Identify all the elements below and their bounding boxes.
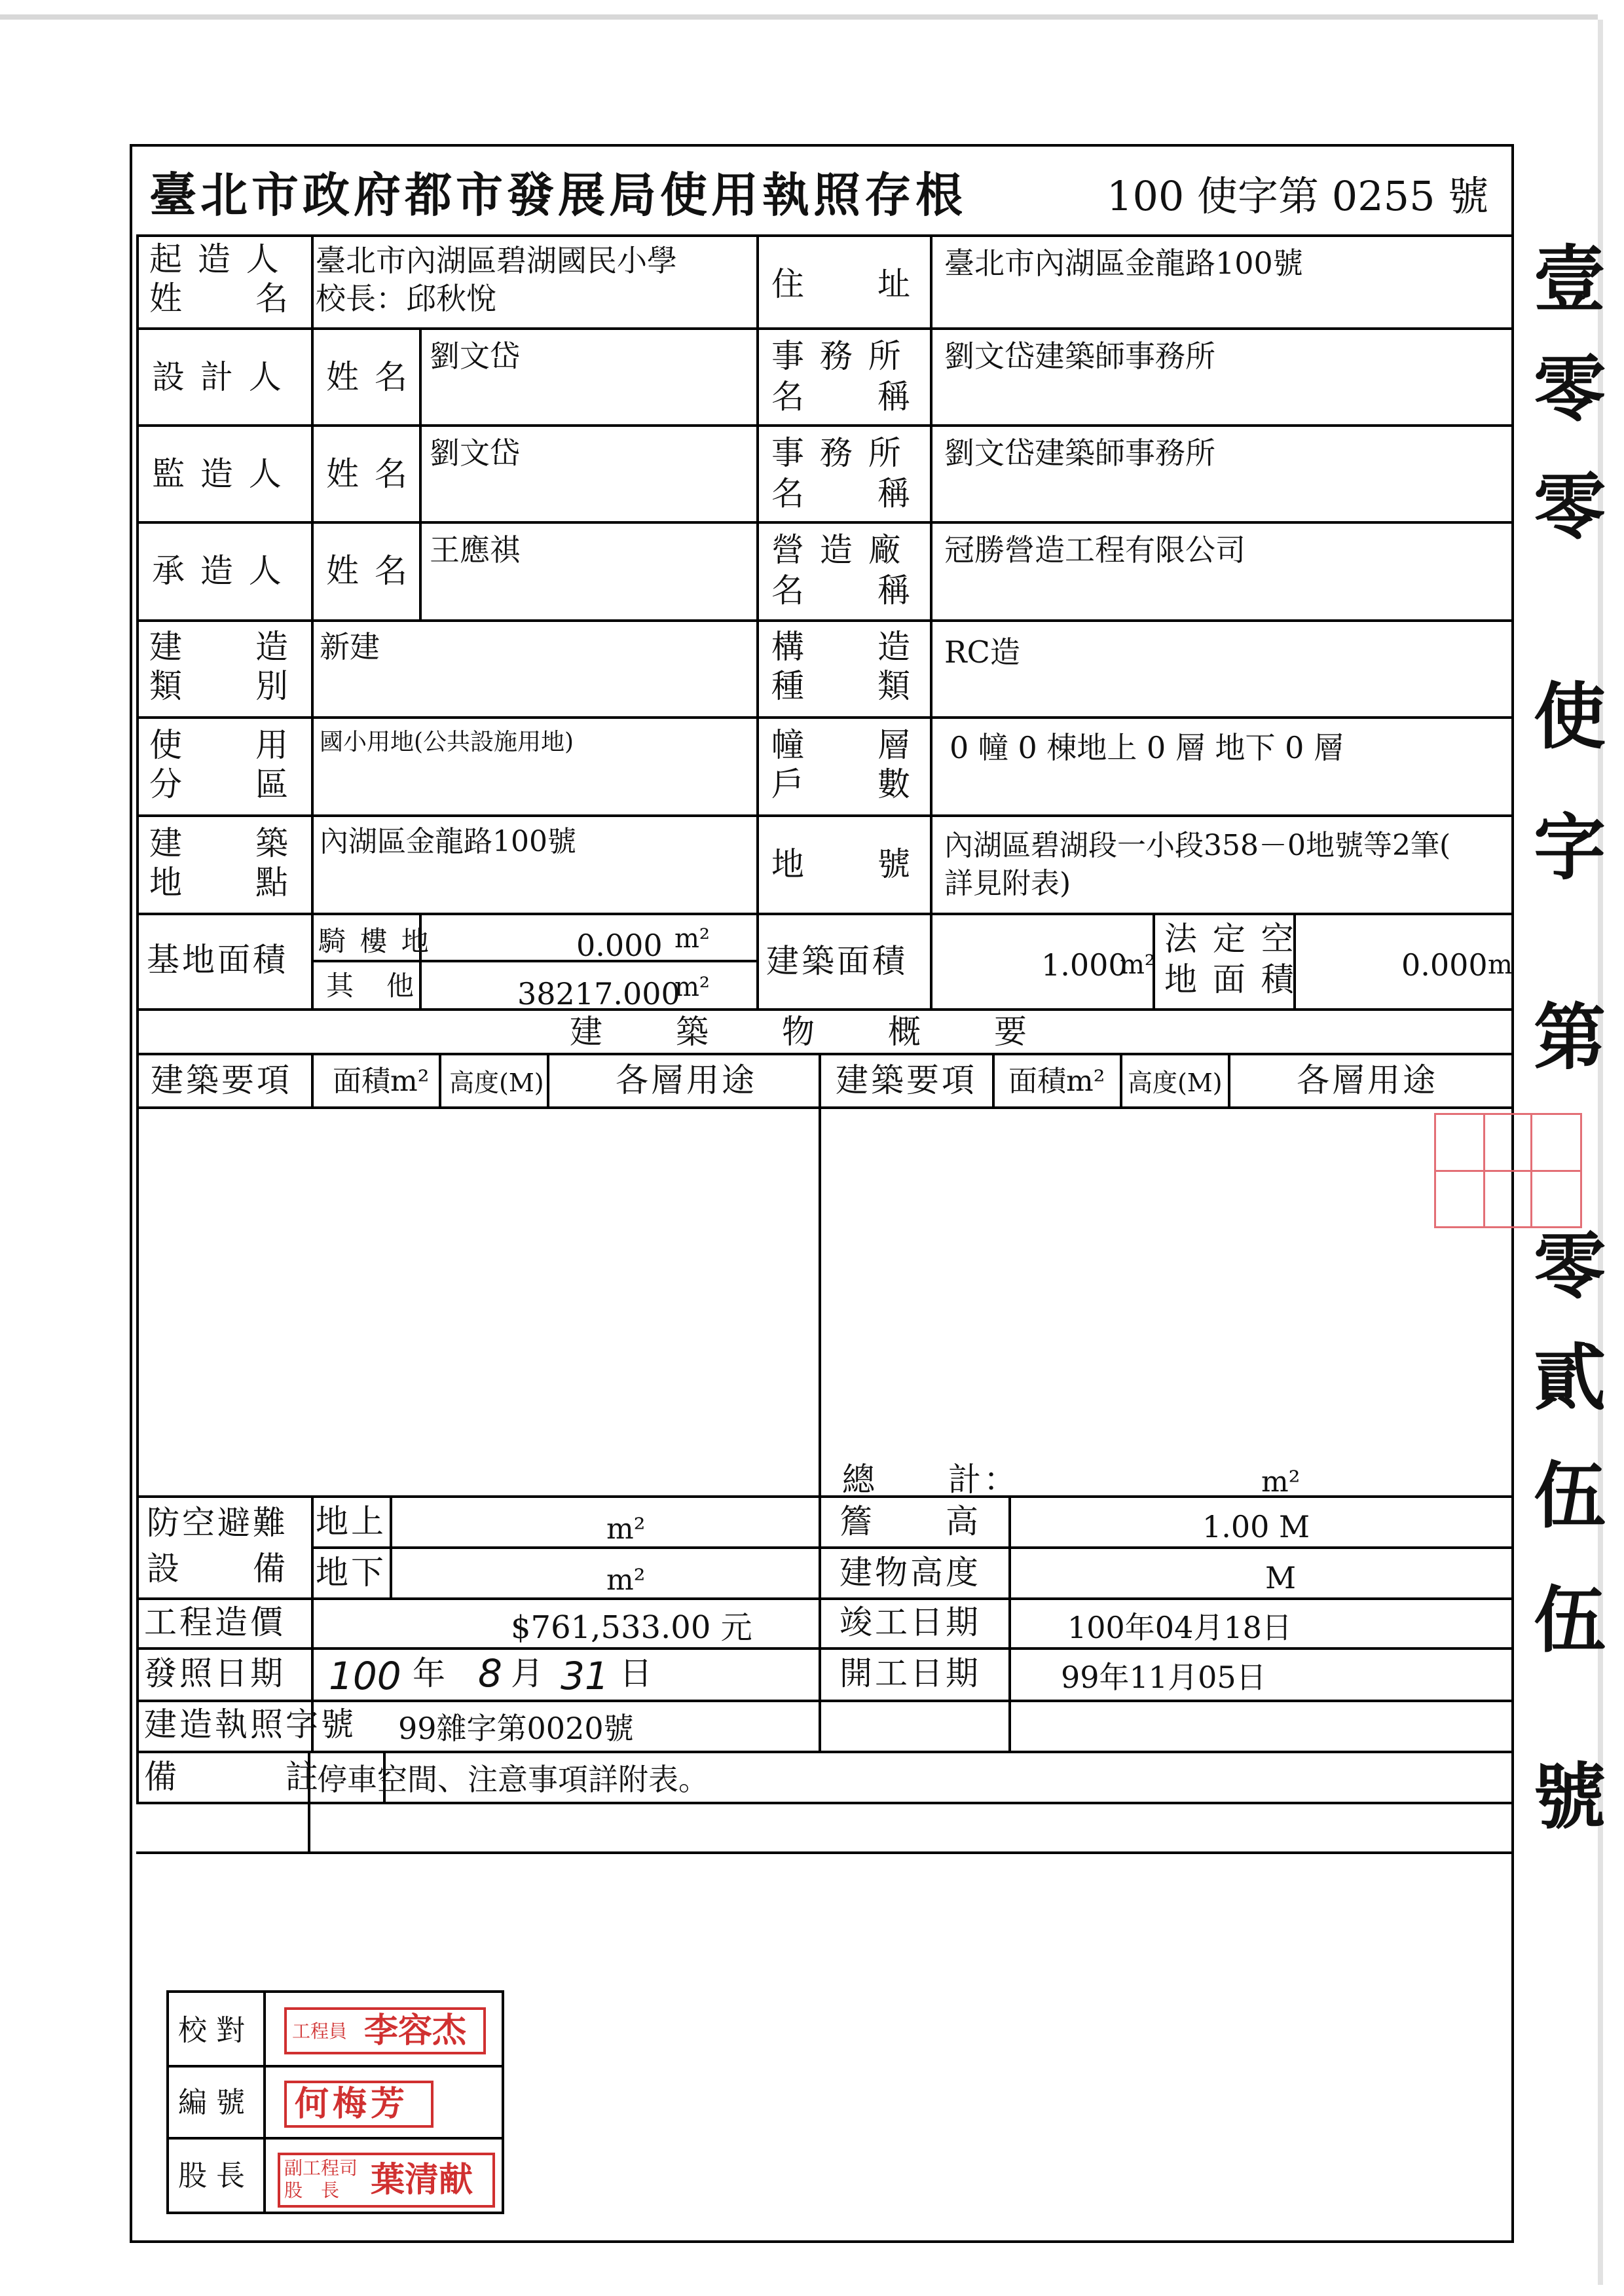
designer-label: 設 計 人 [152, 358, 284, 396]
zoning-label: 使 用 [149, 726, 291, 764]
shelter-above-unit: m² [606, 1512, 646, 1546]
contractor-name: 王應祺 [430, 532, 520, 568]
form-title: 臺北市政府都市發展局使用執照存根 [149, 167, 967, 223]
contractor-firm: 冠勝營造工程有限公司 [944, 532, 1246, 568]
supervisor-label: 監 造 人 [152, 455, 284, 493]
col-use-right: 各層用途 [1297, 1061, 1438, 1099]
location-value: 內湖區金龍路100號 [320, 825, 576, 858]
build-type-label2: 類 別 [149, 667, 291, 705]
supervisor-name-label: 姓 名 [326, 455, 410, 493]
completion-label: 竣工日期 [840, 1603, 981, 1641]
supervisor-name: 劉文岱 [430, 435, 520, 471]
open-area-label2: 地 面 積 [1164, 960, 1297, 998]
structure-type: RC造 [944, 634, 1020, 670]
building-area-unit: m² [1120, 950, 1155, 980]
frame-left [130, 144, 132, 2243]
shelter-above-label: 地上 [316, 1503, 386, 1540]
margin-char-3: 零 [1534, 465, 1606, 549]
check-stamp-name: 李容杰 [364, 2011, 467, 2050]
arcade-label: 騎 樓 地 [318, 925, 432, 957]
col-area-left: 面積m² [333, 1065, 430, 1098]
margin-char-5: 字 [1534, 805, 1606, 890]
issue-month: 8 [478, 1651, 502, 1696]
site-area-label: 基地面積 [147, 941, 288, 979]
building-area-label: 建築面積 [766, 942, 908, 980]
shelter-below-label: 地下 [316, 1554, 386, 1592]
cost-value: $761,533.00 元 [511, 1609, 752, 1646]
owner-name-label: 姓 名 [149, 280, 291, 318]
check-stamp-title: 工程員 [292, 2020, 348, 2042]
owner-address-label: 住 址 [771, 265, 913, 303]
issue-year-char: 年 [413, 1654, 445, 1692]
col-area-right: 面積m² [1008, 1065, 1105, 1098]
zoning-value: 國小用地(公共設施用地) [320, 729, 574, 756]
floors-label2: 戶 數 [771, 765, 913, 803]
build-permit-label: 建造執照字號 [144, 1705, 356, 1743]
margin-char-1: 壹 [1534, 237, 1606, 321]
designer-office-label: 事 務 所 [771, 337, 904, 375]
eaves-label: 簷 高 [840, 1503, 981, 1540]
check-stamp [284, 2007, 486, 2054]
building-area-value: 1.000 [1041, 947, 1128, 983]
building-height-unit: M [1265, 1560, 1297, 1595]
building-height-label: 建物高度 [840, 1554, 981, 1592]
other-label: 其 他 [326, 970, 417, 1002]
issue-date-label: 發照日期 [144, 1654, 286, 1692]
structure-label: 構 造 [771, 628, 913, 666]
col-height-left: 高度(M) [449, 1068, 544, 1097]
open-area-unit: m [1488, 950, 1513, 980]
remarks-label: 備 註 [144, 1758, 321, 1796]
issue-month-char: 月 [511, 1654, 544, 1692]
designer-office: 劉文岱建築師事務所 [944, 338, 1215, 374]
supervisor-office: 劉文岱建築師事務所 [944, 435, 1215, 471]
col-item-right: 建築要項 [836, 1061, 977, 1099]
floors-value: 0 幢 0 棟地上 0 層 地下 0 層 [950, 730, 1344, 765]
number-stamp [284, 2081, 434, 2128]
location-label2: 地 點 [149, 864, 291, 902]
number-label: 編 號 [178, 2086, 245, 2119]
start-label: 開工日期 [840, 1654, 981, 1692]
shelter-below-unit: m² [606, 1563, 646, 1597]
chief-stamp-name: 葉清献 [371, 2160, 473, 2200]
margin-char-9: 伍 [1534, 1453, 1606, 1538]
eaves-value: 1.00 M [1202, 1509, 1310, 1544]
contractor-firm-label: 營 造 廠 [771, 531, 904, 569]
frame-bottom [130, 2240, 1514, 2243]
shelter-label: 防空避難 [147, 1504, 288, 1542]
margin-char-4: 使 [1534, 674, 1606, 759]
issue-year: 100 [329, 1654, 401, 1698]
supervisor-office-label: 事 務 所 [771, 434, 904, 472]
lot-value-line1: 內湖區碧湖段一小段358－0地號等2筆( [944, 829, 1451, 862]
owner-label: 起 造 人 [149, 240, 282, 278]
open-area-label: 法 定 空 [1164, 920, 1297, 958]
chief-stamp-title2: 股 長 [284, 2179, 340, 2201]
permit-number: 100 使字第 0255 號 [1107, 172, 1489, 220]
start-date: 99年11月05日 [1061, 1660, 1266, 1695]
owner-principal: 校長：邱秋悅 [316, 281, 496, 316]
build-type: 新建 [320, 629, 380, 665]
designer-office-label2: 名 稱 [771, 378, 913, 416]
frame-top [130, 144, 1514, 147]
floors-label: 幢 層 [771, 726, 913, 764]
margin-char-6: 第 [1534, 995, 1606, 1080]
other-value: 38217.000 [517, 976, 680, 1011]
supervisor-office-label2: 名 稱 [771, 475, 913, 513]
col-item-left: 建築要項 [151, 1061, 292, 1099]
location-label: 建 築 [149, 824, 291, 862]
arcade-unit: m² [674, 924, 710, 954]
chief-stamp-title1: 副工程司 [284, 2157, 358, 2179]
lot-value-line2: 詳見附表) [944, 867, 1071, 900]
official-seal [1434, 1113, 1582, 1228]
designer-name-label: 姓 名 [326, 358, 410, 396]
margin-char-2: 零 [1534, 347, 1606, 431]
col-height-right: 高度(M) [1128, 1068, 1223, 1097]
contractor-name-label: 姓 名 [326, 552, 410, 590]
col-use-left: 各層用途 [616, 1061, 757, 1099]
chief-stamp [278, 2153, 495, 2208]
contractor-label: 承 造 人 [152, 552, 284, 590]
owner-address: 臺北市內湖區金龍路100號 [944, 246, 1303, 281]
arcade-value: 0.000 [576, 928, 663, 963]
chief-label: 股 長 [178, 2159, 245, 2193]
check-label: 校 對 [178, 2014, 245, 2047]
remarks-value: 停車空間、注意事項詳附表。 [317, 1762, 709, 1797]
contractor-firm-label2: 名 稱 [771, 572, 913, 610]
margin-char-8: 貳 [1534, 1336, 1606, 1420]
owner-name: 臺北市內湖區碧湖國民小學 [316, 243, 677, 278]
shelter-label2: 設 備 [147, 1550, 288, 1588]
margin-char-10: 伍 [1534, 1578, 1606, 1662]
cost-label: 工程造價 [144, 1603, 286, 1641]
issue-day-char: 日 [619, 1654, 652, 1692]
open-area-value: 0.000 [1401, 947, 1488, 983]
signoff-box [166, 1990, 504, 2214]
scan-edge [0, 14, 1598, 20]
lot-label: 地 號 [771, 845, 913, 883]
other-unit: m² [674, 972, 710, 1002]
number-stamp-name: 何梅芳 [295, 2084, 409, 2124]
margin-char-11: 號 [1534, 1755, 1606, 1839]
issue-day: 31 [561, 1654, 609, 1698]
completion-date: 100年04月18日 [1067, 1610, 1292, 1645]
build-permit-value: 99雜字第0020號 [398, 1711, 634, 1746]
designer-name: 劉文岱 [430, 338, 520, 374]
margin-char-7: 零 [1534, 1224, 1606, 1309]
summary-header: 建 築 物 概 要 [570, 1013, 1029, 1051]
zoning-label2: 分 區 [149, 765, 291, 803]
total-label: 總 計： [842, 1461, 1019, 1499]
build-type-label: 建 造 [149, 628, 291, 666]
structure-label2: 種 類 [771, 667, 913, 705]
total-unit: m² [1261, 1465, 1301, 1499]
